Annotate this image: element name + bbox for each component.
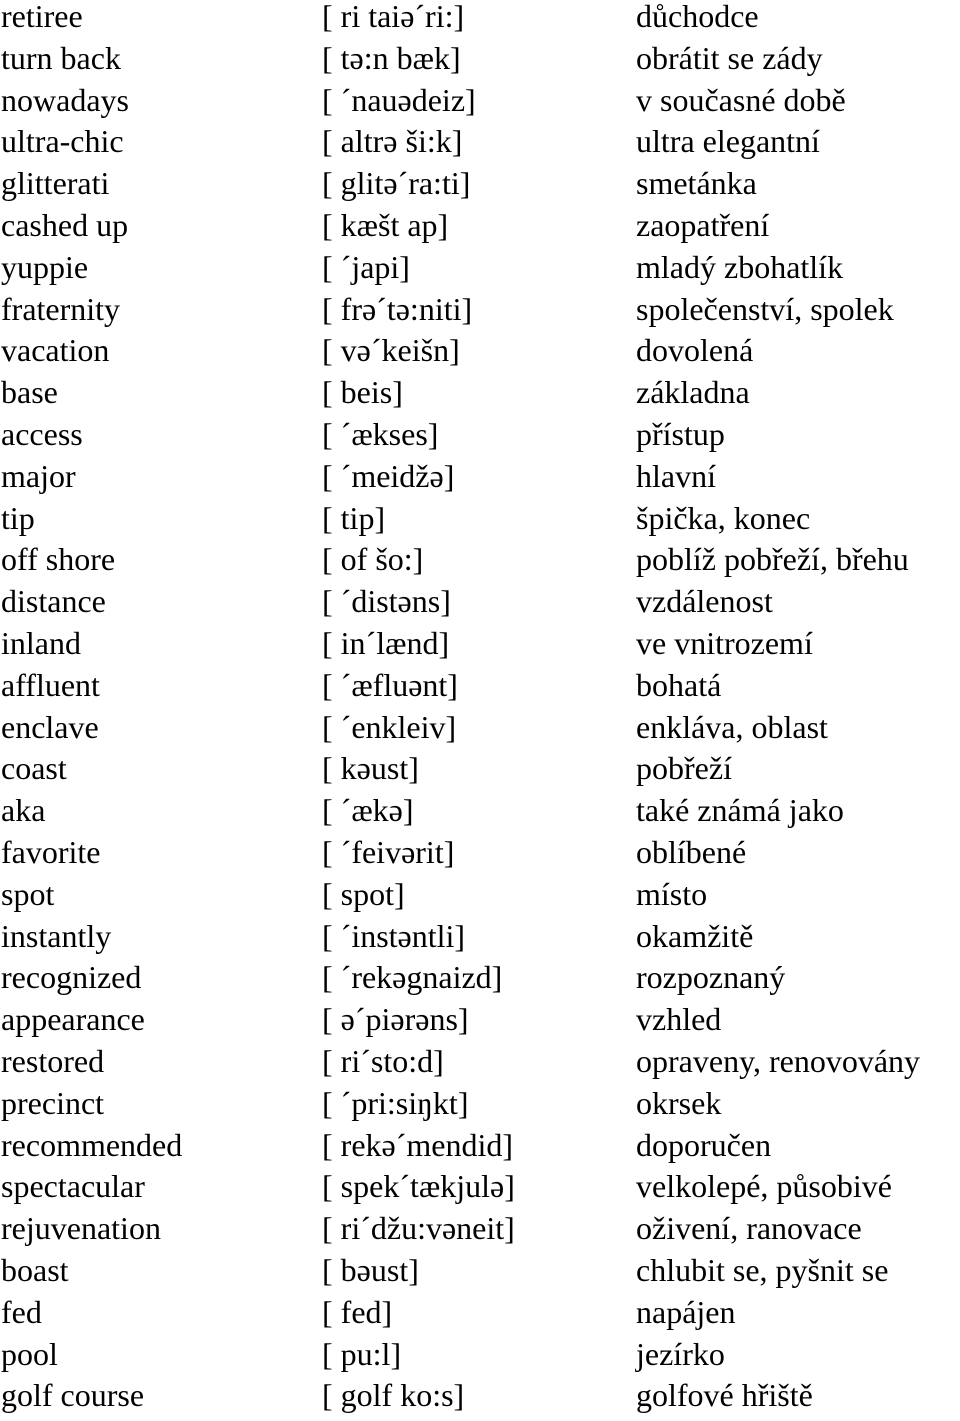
english-word: enclave [1, 708, 99, 745]
vocab-row [0, 543, 960, 585]
vocab-row [0, 167, 960, 209]
vocab-row [0, 334, 960, 376]
english-word: boast [1, 1251, 69, 1288]
czech-translation: hlavní [636, 457, 716, 494]
english-word: favorite [1, 833, 101, 870]
czech-translation: obrátit se zády [636, 39, 823, 76]
vocab-row [0, 585, 960, 627]
english-word: affluent [1, 666, 100, 703]
pronunciation: [ ri´sto:d] [322, 1042, 444, 1079]
pronunciation: [ ´distəns] [322, 583, 451, 620]
english-word: spectacular [1, 1168, 145, 1205]
pronunciation: [ ´æfluənt] [322, 666, 458, 703]
czech-translation: poblíž pobřeží, břehu [636, 541, 909, 578]
czech-translation: také známá jako [636, 792, 844, 829]
czech-translation: jezírko [636, 1335, 725, 1372]
pronunciation: [ tip] [322, 499, 386, 536]
vocab-row [0, 752, 960, 794]
pronunciation: [ və´keišn] [322, 332, 460, 369]
vocab-row [0, 1293, 960, 1338]
pronunciation: [ golf ko:s] [322, 1377, 465, 1414]
czech-translation: vzhled [636, 1001, 722, 1038]
vocab-row [0, 708, 960, 753]
english-word: retiree [1, 0, 83, 34]
vocab-row [0, 415, 960, 460]
vocab-row [0, 248, 960, 293]
czech-translation: zaopatření [636, 206, 770, 243]
english-word: pool [1, 1335, 58, 1372]
czech-translation: přístup [636, 415, 725, 452]
pronunciation: [ ´enkleiv] [322, 708, 457, 745]
czech-translation: smetánka [636, 165, 757, 202]
vocab-row [0, 1084, 960, 1129]
pronunciation: [ in´lænd] [322, 624, 450, 661]
english-word: cashed up [1, 206, 129, 243]
english-word: rejuvenation [1, 1210, 161, 1247]
english-word: glitterati [1, 165, 110, 202]
vocab-row [0, 0, 960, 42]
czech-translation: oblíbené [636, 833, 747, 870]
pronunciation: [ pu:l] [322, 1335, 402, 1372]
czech-translation: golfové hřiště [636, 1377, 813, 1414]
czech-translation: doporučen [636, 1126, 772, 1163]
english-word: instantly [1, 917, 112, 954]
vocab-row [0, 794, 960, 836]
english-word: major [1, 457, 76, 494]
czech-translation: rozpoznaný [636, 959, 786, 996]
vocab-row [0, 833, 960, 878]
pronunciation: [ bəust] [322, 1251, 419, 1288]
czech-translation: ultra elegantní [636, 123, 820, 160]
english-word: coast [1, 750, 67, 787]
pronunciation: [ ´ækə] [322, 792, 414, 829]
czech-translation: chlubit se, pyšnit se [636, 1251, 889, 1288]
pronunciation: [ ri taiə´ri:] [322, 0, 465, 34]
vocab-row [0, 39, 960, 84]
czech-translation: společenství, spolek [636, 290, 894, 327]
czech-translation: mladý zbohatlík [636, 248, 844, 285]
pronunciation: [ tə:n bæk] [322, 39, 461, 76]
english-word: yuppie [1, 248, 89, 285]
english-word: vacation [1, 332, 110, 369]
vocab-row [0, 1251, 960, 1296]
english-word: recommended [1, 1126, 183, 1163]
pronunciation: [ ´ækses] [322, 415, 439, 452]
czech-translation: okrsek [636, 1084, 722, 1121]
english-word: base [1, 374, 58, 411]
english-word: tip [1, 499, 35, 536]
english-word: inland [1, 624, 81, 661]
vocab-row [0, 917, 960, 962]
czech-translation: důchodce [636, 0, 759, 34]
czech-translation: dovolená [636, 332, 754, 369]
pronunciation: [ ´japi] [322, 248, 410, 285]
pronunciation: [ rekə´mendid] [322, 1126, 514, 1163]
czech-translation: špička, konec [636, 499, 811, 536]
english-word: precinct [1, 1084, 105, 1121]
pronunciation: [ ə´piərəns] [322, 1001, 469, 1038]
pronunciation: [ ri´džu:vəneit] [322, 1210, 515, 1247]
vocab-row [0, 1003, 960, 1045]
english-word: off shore [1, 541, 116, 578]
czech-translation: základna [636, 374, 750, 411]
vocab-row [0, 1170, 960, 1212]
czech-translation: oživení, ranovace [636, 1210, 862, 1247]
pronunciation: [ kəust] [322, 750, 419, 787]
english-word: fraternity [1, 290, 121, 327]
vocab-row [0, 875, 960, 920]
vocab-row [0, 1212, 960, 1254]
pronunciation: [ beis] [322, 374, 403, 411]
english-word: fed [1, 1293, 42, 1330]
english-word: ultra-chic [1, 123, 124, 160]
vocab-row [0, 499, 960, 544]
english-word: access [1, 415, 83, 452]
pronunciation: [ of šo:] [322, 541, 424, 578]
pronunciation: [ fed] [322, 1293, 393, 1330]
vocab-row [0, 1042, 960, 1087]
pronunciation: [ spek´tækjulə] [322, 1168, 515, 1205]
english-word: restored [1, 1042, 105, 1079]
pronunciation: [ ´pri:siŋkt] [322, 1084, 469, 1121]
pronunciation: [ ´feivərit] [322, 833, 455, 870]
czech-translation: bohatá [636, 666, 722, 703]
pronunciation: [ kæšt ap] [322, 206, 449, 243]
czech-translation: okamžitě [636, 917, 754, 954]
english-word: nowadays [1, 81, 129, 118]
pronunciation: [ spot] [322, 875, 405, 912]
pronunciation: [ ´rekəgnaizd] [322, 959, 503, 996]
czech-translation: opraveny, renovovány [636, 1042, 921, 1079]
english-word: turn back [1, 39, 121, 76]
pronunciation: [ frə´tə:niti] [322, 290, 473, 327]
vocab-row [0, 1126, 960, 1171]
vocab-row [0, 961, 960, 1003]
czech-translation: v současné době [636, 81, 846, 118]
pronunciation: [ glitə´ra:ti] [322, 165, 471, 202]
vocab-row [0, 206, 960, 251]
czech-translation: enkláva, oblast [636, 708, 828, 745]
english-word: golf course [1, 1377, 145, 1414]
english-word: distance [1, 583, 106, 620]
pronunciation: [ ´nauədeiz] [322, 81, 476, 118]
vocab-row [0, 81, 960, 126]
english-word: spot [1, 875, 55, 912]
vocab-row [0, 666, 960, 711]
english-word: aka [1, 792, 46, 829]
vocab-row [0, 376, 960, 418]
english-word: recognized [1, 959, 142, 996]
czech-translation: velkolepé, působivé [636, 1168, 892, 1205]
vocab-row [0, 1335, 960, 1380]
vocab-row [0, 624, 960, 669]
vocab-row [0, 125, 960, 167]
vocab-row [0, 457, 960, 502]
vocab-row [0, 1379, 960, 1421]
czech-translation: napájen [636, 1293, 736, 1330]
czech-translation: vzdálenost [636, 583, 773, 620]
english-word: appearance [1, 1001, 145, 1038]
pronunciation: [ altrə ši:k] [322, 123, 463, 160]
pronunciation: [ ´meidžə] [322, 457, 455, 494]
vocab-row [0, 290, 960, 335]
czech-translation: pobřeží [636, 750, 732, 787]
czech-translation: ve vnitrozemí [636, 624, 813, 661]
czech-translation: místo [636, 875, 708, 912]
pronunciation: [ ´instəntli] [322, 917, 466, 954]
